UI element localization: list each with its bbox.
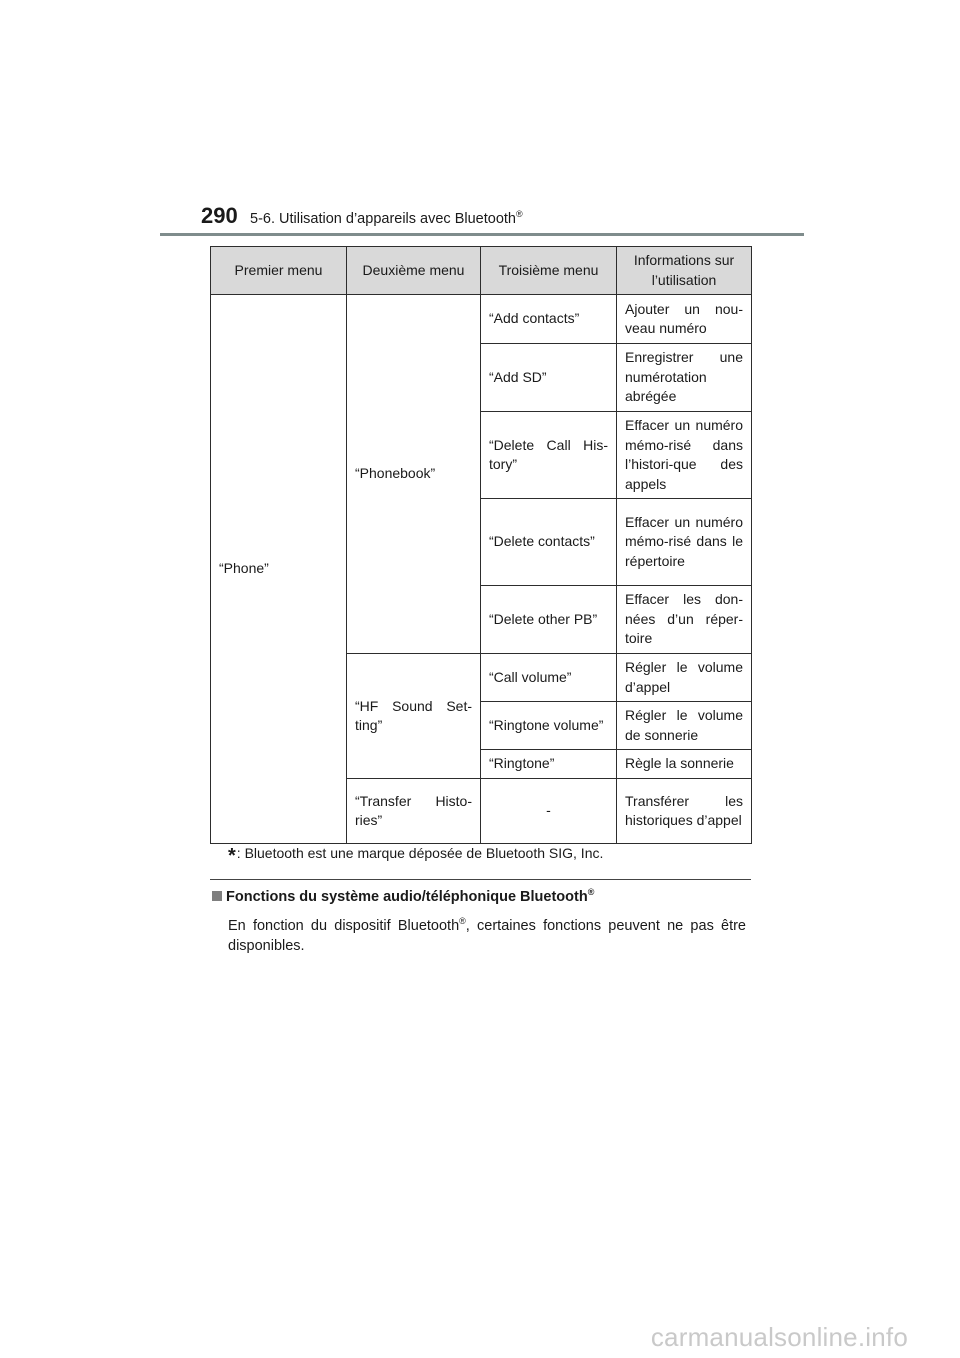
third-menu-cell: - bbox=[481, 779, 617, 844]
second-menu-hf-sound: “HF Sound Set-ting” bbox=[347, 654, 481, 779]
second-menu-transfer: “Transfer Histo-ries” bbox=[347, 779, 481, 844]
info-cell: Règle la sonnerie bbox=[617, 750, 752, 779]
registered-mark: ® bbox=[515, 209, 523, 219]
registered-mark: ® bbox=[587, 887, 595, 897]
third-menu-cell: “Delete Call His-tory” bbox=[481, 412, 617, 499]
subsection-heading bbox=[212, 887, 594, 905]
third-menu-cell: “Add SD” bbox=[481, 344, 617, 412]
third-menu-cell: “Delete contacts” bbox=[481, 499, 617, 586]
section-title bbox=[250, 209, 523, 227]
body-text-start: En fonction du dispositif Bluetooth bbox=[228, 917, 460, 934]
info-cell: Effacer un numéro mémo-risé dans le répertoire bbox=[617, 499, 752, 586]
info-cell: Régler le volume de sonnerie bbox=[617, 702, 752, 750]
info-cell: Enregistrer une numérotation abrégée bbox=[617, 344, 752, 412]
column-header: Troisième menu bbox=[481, 247, 617, 295]
info-cell: Régler le volume d’appel bbox=[617, 654, 752, 702]
info-cell: Effacer un numéro mémo-risé dans l’histori-que des appels bbox=[617, 412, 752, 499]
table-header-row bbox=[211, 247, 752, 295]
third-menu-cell: “Ringtone volume” bbox=[481, 702, 617, 750]
column-header: Informations sur l’utilisation bbox=[617, 247, 752, 295]
column-header: Premier menu bbox=[211, 247, 347, 295]
second-menu-phonebook: “Phonebook” bbox=[347, 295, 481, 654]
asterisk-marker: * bbox=[228, 845, 236, 867]
table-row bbox=[211, 295, 752, 344]
watermark-logo: carmanualsonline.info bbox=[650, 1322, 908, 1352]
section-divider bbox=[210, 879, 751, 880]
info-cell: Ajouter un nou-veau numéro bbox=[617, 295, 752, 344]
footnote-text: : Bluetooth est une marque déposée de Bluetooth SIG, Inc. bbox=[236, 845, 604, 861]
info-cell: Transférer les historiques d’appel bbox=[617, 779, 752, 844]
bluetooth-menu-table bbox=[210, 246, 752, 844]
subsection-heading-text: Fonctions du système audio/téléphonique Bluetooth bbox=[226, 888, 588, 905]
footnote bbox=[228, 845, 603, 868]
third-menu-cell: “Ringtone” bbox=[481, 750, 617, 779]
first-menu-phone: “Phone” bbox=[211, 295, 347, 844]
section-title-text: 5-6. Utilisation d’appareils avec Bluetooth bbox=[250, 210, 516, 227]
third-menu-cell: “Call volume” bbox=[481, 654, 617, 702]
third-menu-cell: “Add contacts” bbox=[481, 295, 617, 344]
info-cell: Effacer les don-nées d’un réper-toire bbox=[617, 586, 752, 654]
subsection-body bbox=[228, 911, 746, 956]
square-bullet-icon bbox=[212, 891, 222, 901]
header-divider bbox=[160, 233, 804, 236]
body-text-end: , certaines fonctions peuvent ne pas être disponibles. bbox=[228, 917, 747, 954]
column-header: Deuxième menu bbox=[347, 247, 481, 295]
third-menu-cell: “Delete other PB” bbox=[481, 586, 617, 654]
registered-mark: ® bbox=[459, 916, 466, 926]
page-number: 290 bbox=[201, 203, 238, 228]
